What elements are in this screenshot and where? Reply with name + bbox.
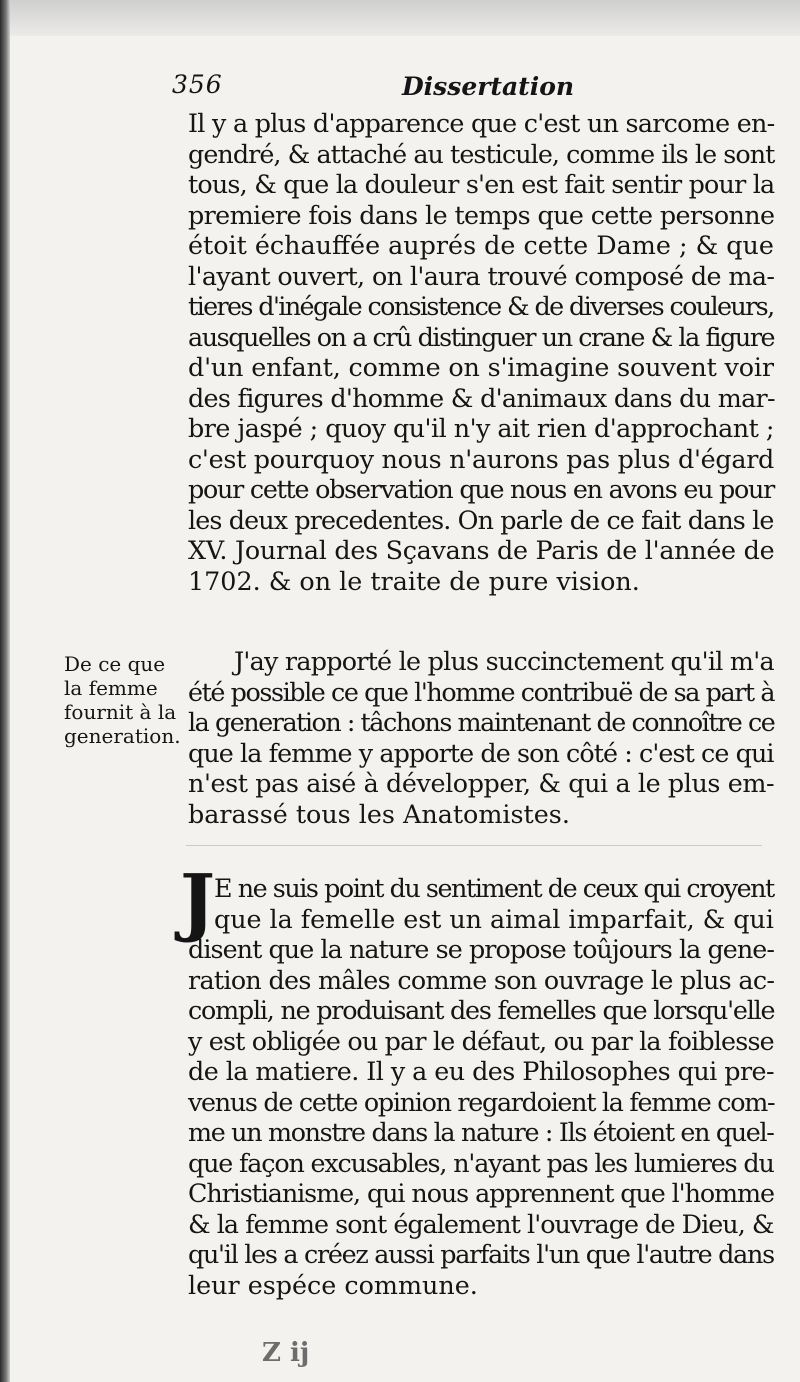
page-binding-shadow <box>0 0 10 1382</box>
text-line: la generation : tâchons maintenant de connoître ce <box>188 707 775 737</box>
section-divider <box>186 845 762 846</box>
text-line: d'un enfant, comme on s'imagine souvent voir <box>188 352 774 382</box>
margin-note-line: generation. <box>64 724 181 748</box>
text-line: que la femelle est un aimal imparfait, & qui <box>214 903 774 934</box>
page-number: 356 <box>172 70 223 99</box>
text-line: les deux precedentes. On parle de ce fait dans le <box>188 504 774 535</box>
text-line: des figures d'homme & d'animaux dans du mar- <box>188 382 775 413</box>
text-line: y est obligée ou par le défaut, ou par la foiblesse <box>188 1025 774 1056</box>
text-line: compli, ne produisant des femelles que lorsqu'elle <box>188 995 775 1025</box>
text-line: Christianisme, qui nous apprennent que l'homme <box>188 1178 774 1208</box>
text-line: pour cette observation que nous en avons eu pour <box>188 474 775 504</box>
paragraph-generation <box>188 646 774 829</box>
text-line: l'ayant ouvert, on l'aura trouvé composé de ma- <box>188 260 775 291</box>
text-line: tous, & que la douleur s'en est fait sentir pour la <box>188 169 775 199</box>
text-line: ration des mâles comme son ouvrage le plus ac- <box>188 964 775 995</box>
text-line: venus de cette opinion regardoient la femme com- <box>188 1086 775 1117</box>
signature-mark: Z ij <box>262 1338 310 1368</box>
text-line: me un monstre dans la nature : Ils étoient en quel- <box>188 1117 774 1147</box>
margin-note <box>64 652 182 748</box>
text-line: que façon excusables, n'ayant pas les lumieres du <box>188 1147 774 1178</box>
text-line: qu'il les a créez aussi parfaits l'un que l'autre dans <box>188 1239 774 1269</box>
text-line: gendré, & attaché au testicule, comme ils le sont <box>188 138 775 169</box>
text-line: 1702. & on le traite de pure vision. <box>188 565 640 596</box>
text-line: n'est pas aisé à développer, & qui a le plus em- <box>188 768 775 798</box>
margin-note-line: la femme <box>64 676 158 700</box>
margin-note-line: De ce que <box>64 652 166 676</box>
margin-note-line: fournit à la <box>64 700 177 724</box>
text-line: J'ay rapporté le plus succinctement qu'il m'a <box>234 646 774 676</box>
text-line: que la femme y apporte de son côté : c'est ce qui <box>188 737 774 768</box>
drop-cap: J <box>180 859 216 945</box>
text-line: & la femme sont également l'ouvrage de Dieu, & <box>188 1208 774 1239</box>
text-line: bre jaspé ; quoy qu'il n'y ait rien d'approchant ; <box>188 413 774 443</box>
text-line: XV. Journal des Sçavans de Paris de l'année de <box>188 535 775 565</box>
text-line: ausquelles on a crû distinguer un crane & la figure <box>188 321 775 352</box>
text-line: disent que la nature se propose toûjours la gene- <box>188 934 775 964</box>
text-line: étoit échauffée auprés de cette Dame ; & que <box>188 230 774 260</box>
text-line: été possible ce que l'homme contribuë de sa part à <box>188 676 775 707</box>
text-line: tieres d'inégale consistence & de diverses couleurs, <box>188 291 774 321</box>
text-line: premiere fois dans le temps que cette personne <box>188 199 775 230</box>
text-line: de la matiere. Il y a eu des Philosophes qui pre- <box>188 1056 775 1086</box>
page-top-shadow <box>0 0 800 36</box>
running-title: Dissertation <box>402 72 575 101</box>
text-line: Il y a plus d'apparence que c'est un sarcome en- <box>188 108 775 138</box>
text-line: leur espéce commune. <box>188 1269 478 1300</box>
paragraph-femelle <box>180 859 775 1300</box>
paragraph-sarcome <box>188 108 774 596</box>
text-line: barassé tous les Anatomistes. <box>188 798 570 829</box>
page-header <box>172 70 592 110</box>
text-line: c'est pourquoy nous n'aurons pas plus d'égard <box>188 443 775 474</box>
text-line: E ne suis point du sentiment de ceux qui croyent <box>214 873 774 903</box>
